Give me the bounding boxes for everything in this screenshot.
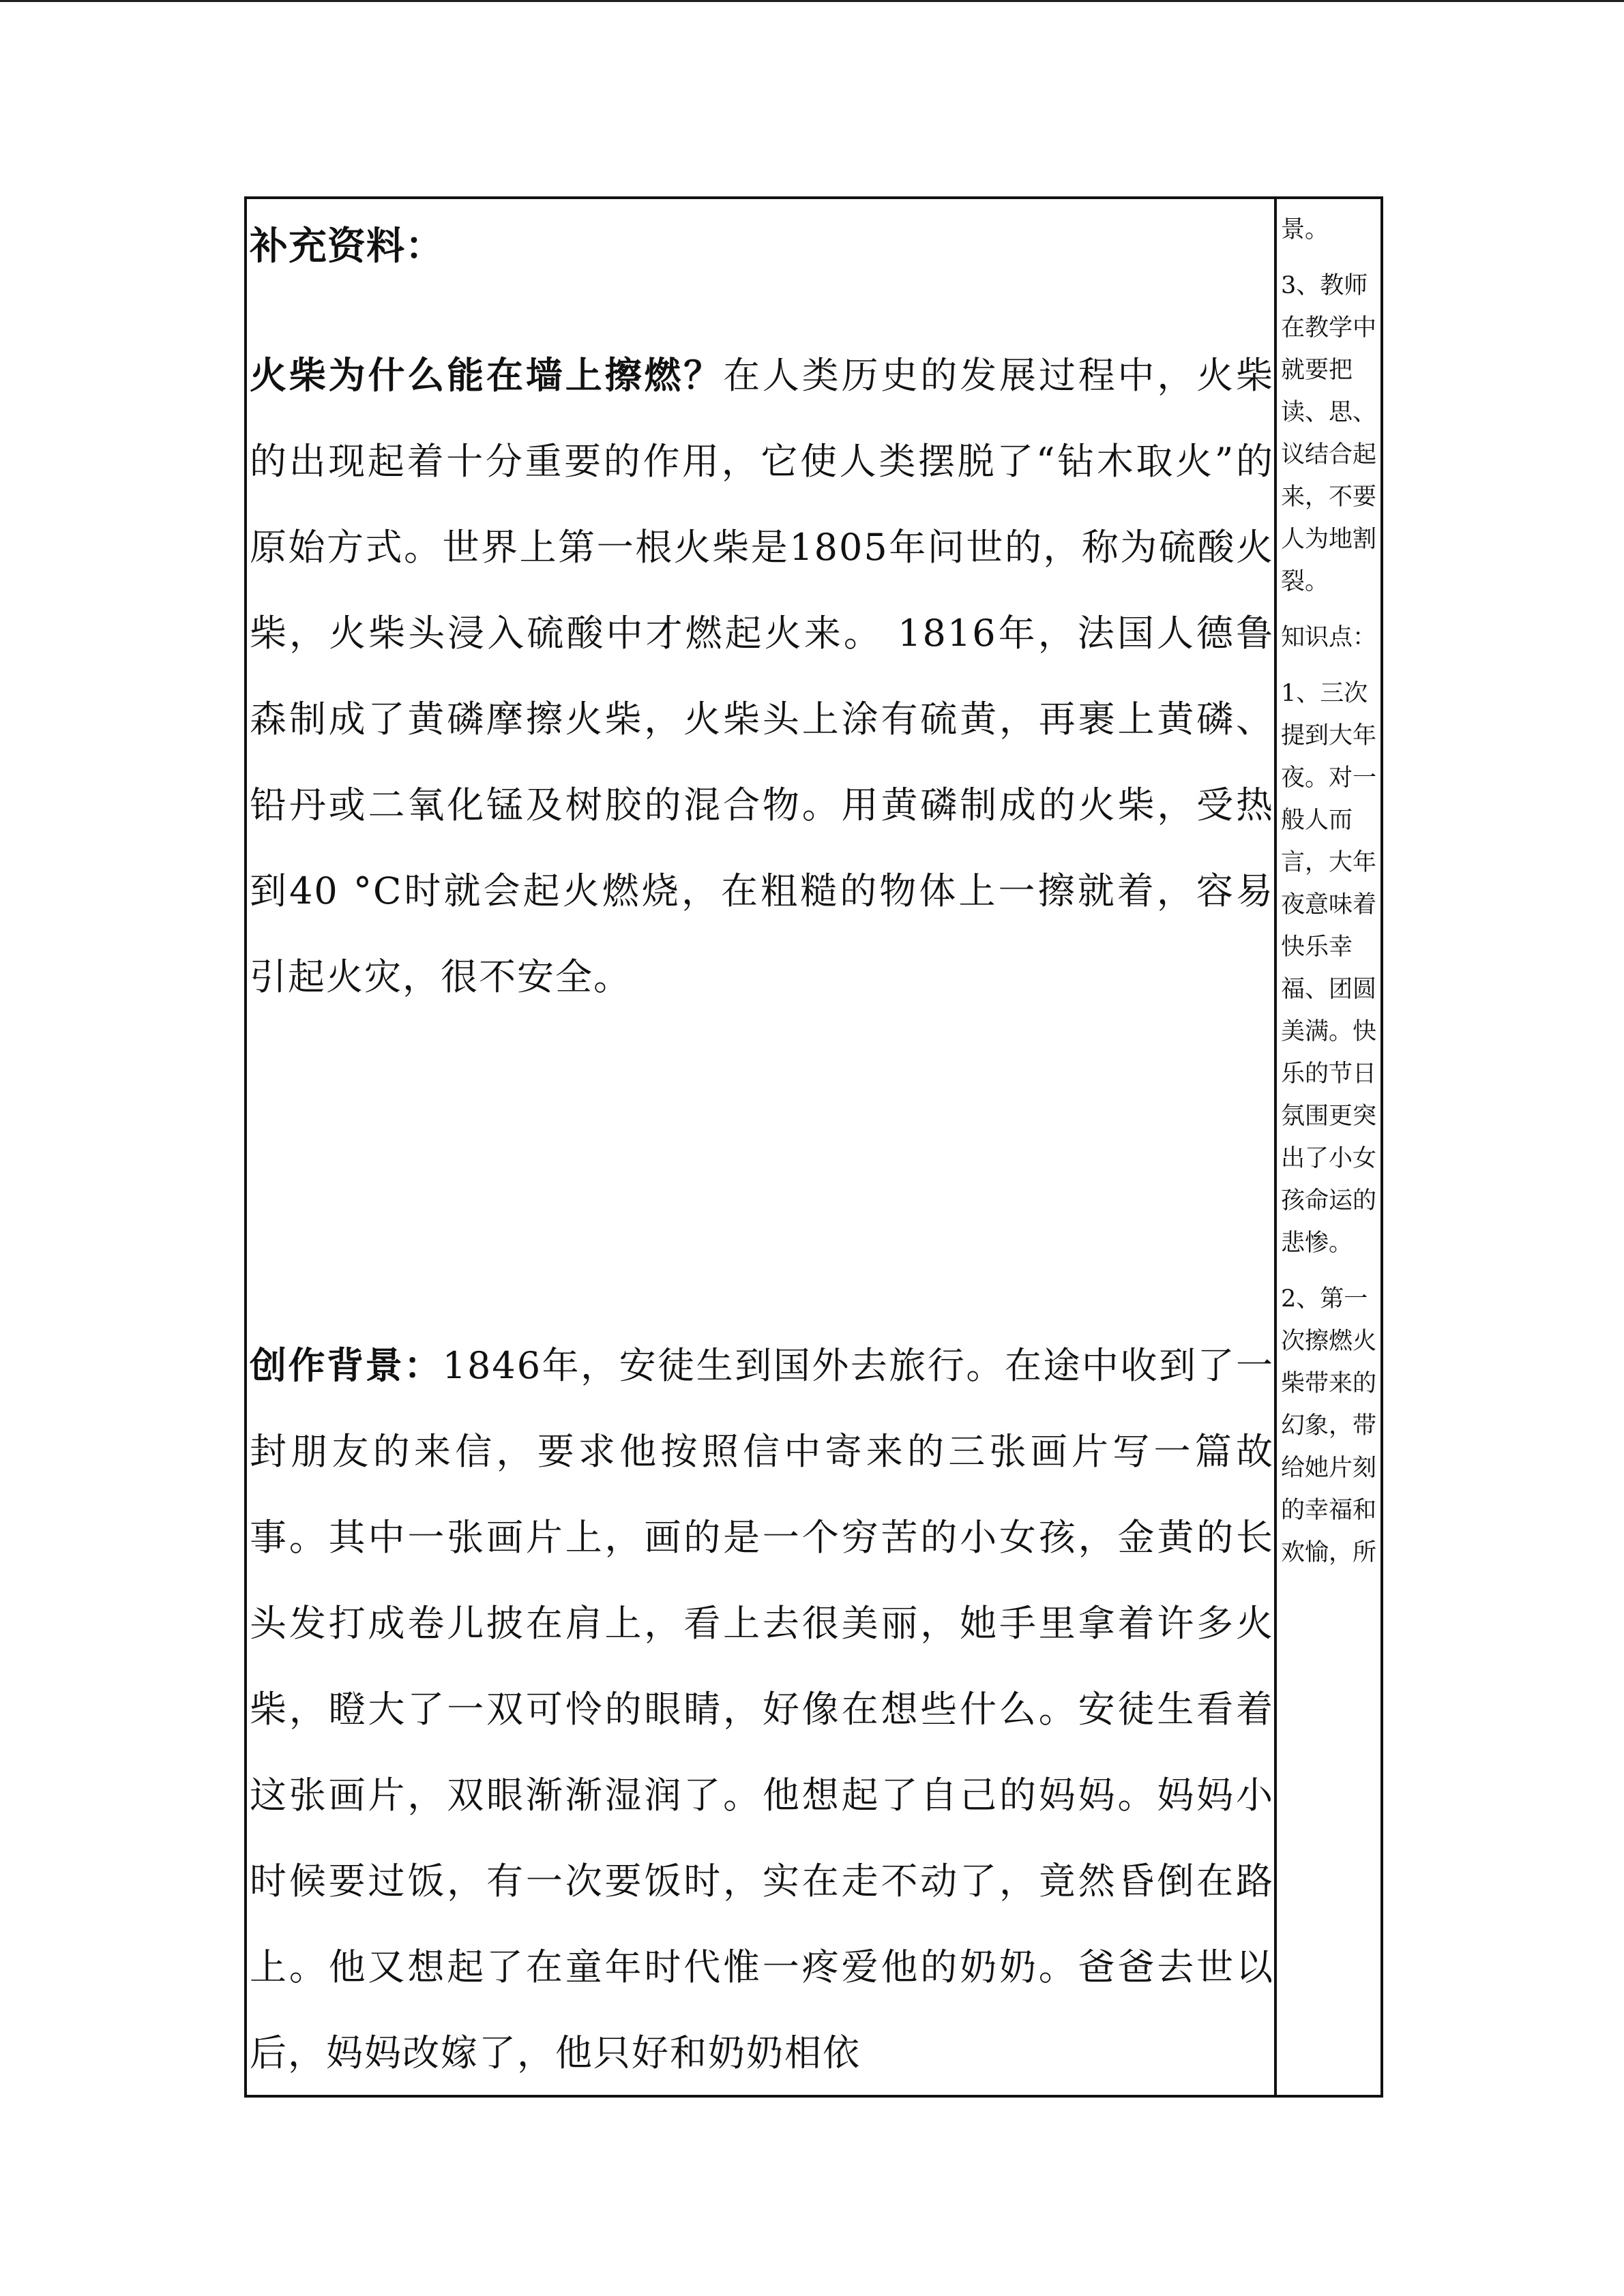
side-note: 景。 [1281, 216, 1329, 243]
page-top-border [0, 0, 1624, 2]
lesson-table [244, 196, 1383, 2098]
main-content-cell [247, 199, 1277, 2095]
background-paragraph [250, 1323, 1274, 2096]
side-note: 3、教师在教学中就要把读、思、议结合起来，不要人为地割裂。 [1281, 272, 1377, 595]
supplement-heading: 补充资料： [250, 224, 444, 269]
background-body: 1846年，安徒生到国外去旅行。在途中收到了一封朋友的来信，要求他按照信中寄来的三张画片写一篇故事。其中一张画片上，画的是一个穷苦的小女孩，金黄的长头发打成卷儿披在肩上，看上去很美丽，她手里拿着许多火柴，瞪大了一双可怜的眼睛，好像在想些什么。安徒生看着这张画片，双眼渐渐湿润了。他想起了自己的妈妈。妈妈小时候要过饭，有一次要饭时，实在走不动了，竟然昏倒在路上。他又想起了在童年时代惟一疼爱他的奶奶。爸爸去世以后，妈妈改嫁了，他只好和奶奶相依 [250, 1344, 1274, 2074]
match-body: 在人类历史的发展过程中，火柴的出现起着十分重要的作用，它使人类摆脱了“钻木取火”的原始方式。世界上第一根火柴是1805年问世的，称为硫酸火柴，火柴头浸入硫酸中才燃起火来。 1816年，法国人德鲁森制成了黄磷摩擦火柴，火柴头上涂有硫黄，再裹上黄磷、铅丹或二氧化锰及树胶的混合物。用黄磷制成的火柴，受热到40 °C时就会起火燃烧，在粗糙的物体上一擦就着，容易引起火灾，很不安全。 [250, 354, 1275, 998]
match-paragraph [250, 333, 1274, 1020]
side-note: 2、第一次擦燃火柴带来的幻象，带给她片刻的幸福和欢愉，所 [1281, 1285, 1377, 1566]
side-notes-cell [1277, 199, 1381, 2095]
background-title: 创作背景： [250, 1344, 443, 1387]
match-title: 火柴为什么能在墙上擦燃？ [250, 354, 724, 397]
side-note: 1、三次提到大年夜。对一般人而言，大年夜意味着快乐幸福、团圆美满。快乐的节日氛围更突出了小女孩命运的悲惨。 [1281, 680, 1377, 1257]
side-note: 知识点： [1281, 624, 1377, 651]
